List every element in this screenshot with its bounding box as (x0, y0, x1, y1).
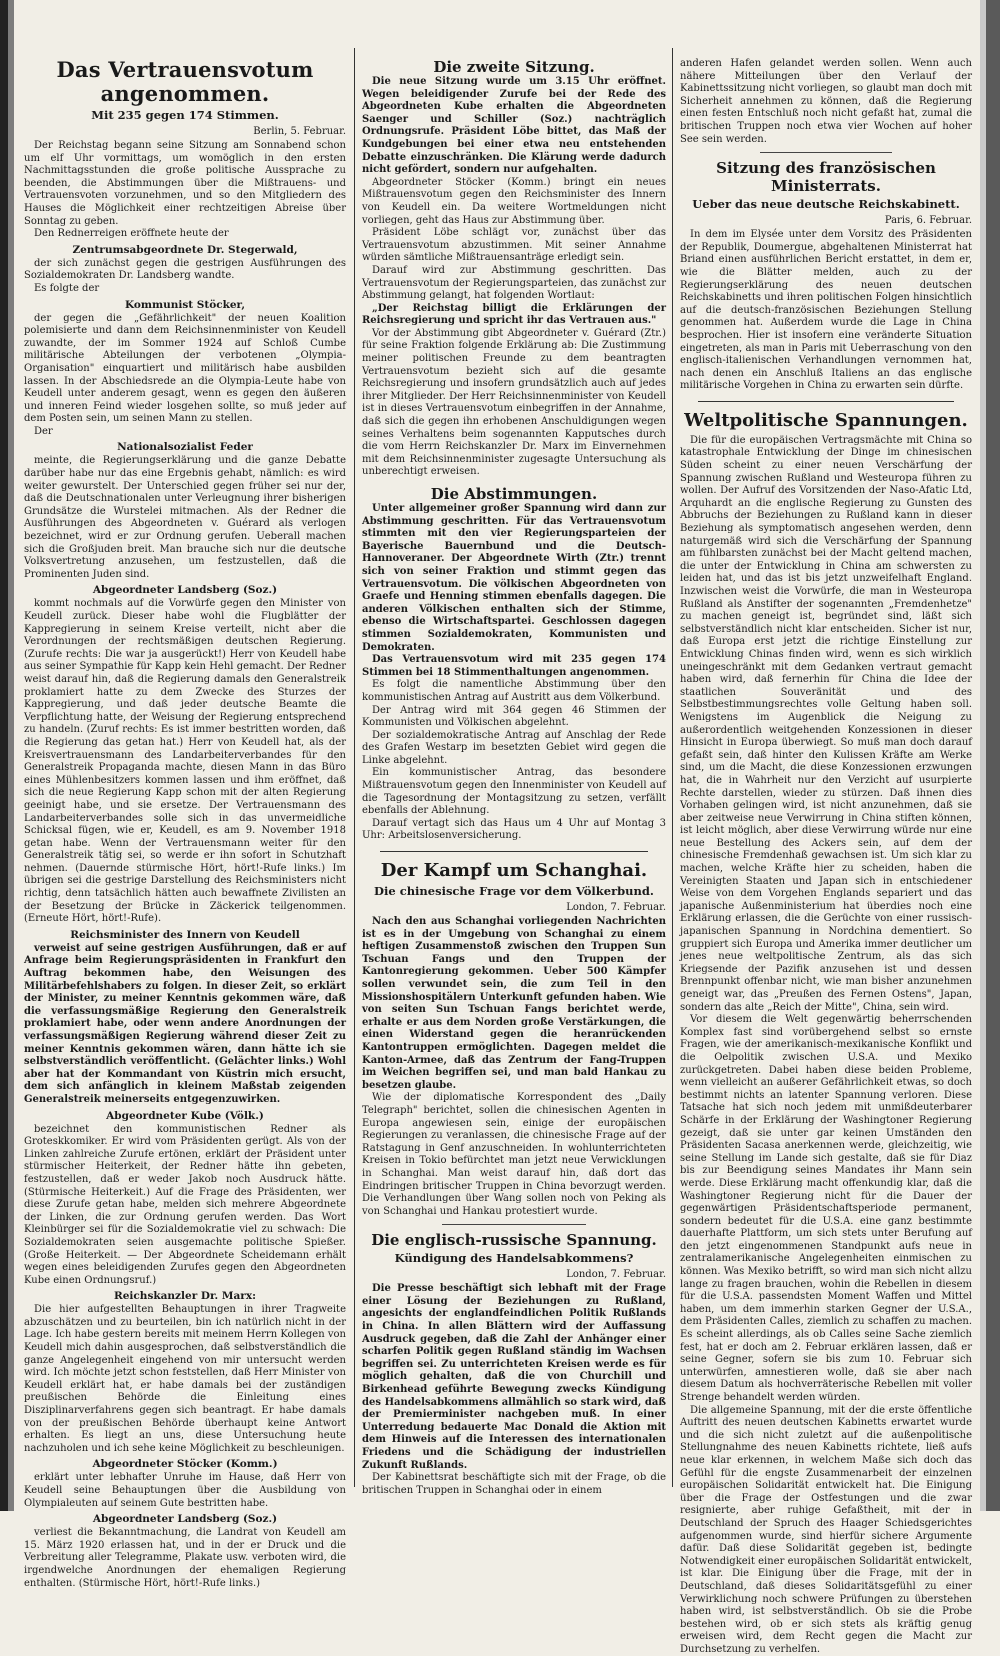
headline-vertrauensvotum: Das Vertrauensvotum angenommen. (56, 57, 314, 106)
subhead-handelsabkommen: Kündigung des Handelsabkommens? (394, 1251, 634, 1266)
dateline-london-2: London, 7. Februar. (566, 1269, 666, 1281)
subhead-voelkerbund: Die chinesische Frage vor dem Völkerbund. (374, 884, 654, 899)
paragraph: Der Antrag wird mit 364 gegen 46 Stimmen der Kommunisten und Völkischen abgelehnt. (362, 704, 666, 729)
paragraph: Die allgemeine Spannung, mit der die erste öffentliche Auftritt des neuen deutschen Kabinetts erwartet wurde und die sich nicht zuletzt auf die außenpolitische Stellungnahme des neuen Kabinetts richtete, ließ aufs neue klar erkennen, in welchem Maße sich doch das Gefühl für die engste Zusammenarbeit der einzelnen europäischen Solidarität entwickelt hat. Die Einigung über die Frage der Ostfestungen und die zwar resignierte, aber ruhige Gefaßtheit, mit der in Deutschland der Spruch des Haager Schiedsgerichtes aufgenommen wurde, sind hierfür sichere Argumente dafür. Daß diese Solidarität gegeben ist, bedingte Notwendigkeit einer europäischen Solidarität entwickelt, ist klar. Die Einigung über die Frage, mit der in Deutschland, daß dieses Solidaritätsgefühl zu einer Verwirklichung noch schwere Prüfungen zu überstehen haben wird, ist selbstverständlich. Ob sie die Probe bestehen wird, ob er sich stets als kräftig genug erweisen wird, dem Recht gegen die Macht zur Durchsetzung zu verhelfen. (680, 1404, 972, 1655)
column-rule-2 (672, 48, 673, 1487)
headline-weltpolitische-spannungen: Weltpolitische Spannungen. (684, 409, 968, 431)
speaker-kube: Abgeordneter Kube (Völk.) (106, 1109, 264, 1122)
column-3 (680, 58, 972, 1655)
dateline-berlin: Berlin, 5. Februar. (253, 126, 346, 137)
paragraph: Nach den aus Schanghai vorliegenden Nachrichten ist es in der Umgebung von Schanghai zu einem heftigen Zusammenstoß zwischen den Truppen Sun Tschuan Fangs und den Truppen der Kantonregierung gekommen. Ueber 500 Kämpfer sollen verwundet sein, die zum Teil in den Missionshospitälern Unterkunft gefunden haben. Wie von seiten Sun Tschuan Fangs berichtet werde, erhalte er aus dem Norden große Verstärkungen, die einen Widerstand gegen die heranrückenden Kantontruppen ermöglichten. Dagegen meldet die Kanton-Armee, daß das Zentrum der Fang-Truppen im Weichen begriffen sei, und man bald Hankau zu besetzen glaube. (362, 916, 666, 1091)
paragraph: Vor der Abstimmung gibt Abgeordneter v. Guérard (Ztr.) für seine Fraktion folgende Erklärung ab: Die Zustimmung meiner politischen Freunde zu dem beantragten Vertrauensvotum bezieht sich auf die gesamte Reichsregierung und insofern grundsätzlich auch auf jedes ihrer Mitglieder. Der Herr Reichsinnenminister von Keudell ist in dieses Vertrauensvotum einbegriffen in der Annahme, daß sich die gegen ihn erhobenen Anschuldigungen wegen seines Verhaltens beim sogenannten Kapputsches durch die vom Herrn Reichskanzler Dr. Marx im Einvernehmen mit dem Reichsinnenminister zugesagte Untersuchung als unberechtigt erweisen. (362, 327, 666, 478)
paragraph: Abgeordneter Stöcker (Komm.) bringt ein neues Mißtrauensvotum gegen den Reichsminister des Innern von Keudell ein. Da weitere Wortmeldungen nicht vorliegen, geht das Haus zur Abstimmung über. (362, 176, 666, 226)
paragraph: Die neue Sitzung wurde um 3.15 Uhr eröffnet. Wegen beleidigender Zurufe bei der Rede des Abgeordneten Kube erhalten die Abgeordneten Saenger und Schiller (Soz.) nachträglich Ordnungsrufe. Präsident Löbe bittet, das Maß der Kundgebungen bei einer etwa neu entstehenden Debatte einzuschränken. Die Klärung werde dadurch nicht gefördert, sondern nur aufgehalten. (362, 76, 666, 176)
paragraph: Die Presse beschäftigt sich lebhaft mit der Frage einer Lösung der Beziehungen zu Rußland, angesichts der englandfeindlichen Politik Rußlands in China. In allen Blättern wird der Auffassung Ausdruck gegeben, daß die Zahl der Anhänger einer scharfen Politik gegen Rußland ständig im Wachsen begriffen sei. Zu unterrichteten Kreisen werde es für möglich gehalten, daß die von Churchill und Birkenhead geführte Bewegung zwecks Kündigung des Handelsabkommens allmählich so stark wird, daß der Premierminister nachgeben muß. In einer Unterredung bedauerte Mac Donald die Aktion mit dem Hinweis auf die Interessen des internationalen Friedens und die Schädigung der industriellen Zukunft Rußlands. (362, 1283, 666, 1471)
article-intro: Der Reichstag begann seine Sitzung am Sonnabend schon um elf Uhr vormittags, um womöglich in den ersten Nachmittagsstunden die große politische Aussprache zu beenden, die Abstimmungen über die Mißtrauens- und Vertrauensvoten vorzunehmen, und so den Mitgliedern des Hauses die Möglichkeit einer rechtzeitigen Abreise über Sonntag zu geben. (24, 140, 346, 227)
headline-schanghai: Der Kampf um Schanghai. (380, 860, 648, 882)
speech-landsberg: kommt nochmals auf die Vorwürfe gegen den Minister von Keudell zurück. Dieser habe wohl die Flugblätter der Kappregierung in seinem Kreise verteilt, nicht aber die Verordnungen der rechtsmäßigen deutschen Regierung. (Zurufe rechts: Die war ja ausgerückt!) Herr von Keudell habe aus seiner Sympathie für Kapp kein Hehl gemacht. Der Redner weist darauf hin, daß die Regierung damals den Generalstreik proklamiert hatte zu dem Zwecke des Sturzes der Kappregierung, und daß jeder deutsche Beamte die Verpflichtung hatte, der Weisung der Regierung entsprechend zu handeln. (Zuruf rechts: Es ist immer bestritten worden, daß die Regierung das getan hat.) Herr von Keudell hat, als der Kreisvertrauensmann des Landarbeiterverbandes für den Generalstreik Propaganda machte, diesen Mann in das Büro eines Mühlenbesitzers kommen lassen und ihm eröffnet, daß sich die neue Regierung Kapp schon mit der alten Regierung geeinigt habe, und sie ersetze. Der Vertrauensmann des Landarbeiterverbandes solle sich in das unvermeidliche Schicksal fügen, wie er, Keudell, es am 9. November 1918 getan habe. Wenn der Vertrauensmann weiter für den Generalstreik tätig sei, so werde er ihn sofort in Schutzhaft nehmen. (Dauernde stürmische Hört, hört!-Rufe links.) Im übrigen sei die gestrige Darstellung des Reichsministers nicht richtig, denn tatsächlich hätten auch bewaffnete Zivilisten an der Besetzung der Brücke in Zäckerick teilgenommen. (Erneute Hört, hört!-Rufe). (24, 598, 346, 925)
transition-text: Es folgte der (34, 282, 100, 294)
paragraph: Der sozialdemokratische Antrag auf Anschlag der Rede des Grafen Westarp im besetzten Gebiet wird gegen die Linke abgelehnt. (362, 729, 666, 766)
paragraph: Darauf wird zur Abstimmung geschritten. Das Vertrauensvotum der Regierungsparteien, das zunächst zur Abstimmung gelangt, hat folgenden Wortlaut: (362, 264, 666, 302)
headline-ministerrat: Sitzung des französischen Ministerrats. (716, 159, 936, 196)
paragraph: Unter allgemeiner großer Spannung wird dann zur Abstimmung geschritten. Für das Vertrauensvotum stimmten mit den vier Regierungsparteien der Bayerische Bauernbund und die Deutsch-Hannoveraner. Der Abgeordnete Wirth (Ztr.) trennt sich von seiner Fraktion und stimmt gegen das Vertrauensvotum. Die völkischen Abgeordneten von Graefe und Henning stimmen ebenfalls dagegen. Die anderen Völkischen enthalten sich der Stimme, ebenso die Wirtschaftspartei. Geschlossen dagegen stimmen Sozialdemokraten, Kommunisten und Demokraten. (362, 503, 666, 653)
speech-stegerwald: der sich zunächst gegen die gestrigen Ausführungen des Sozialdemokraten Dr. Landsberg wandte. (24, 257, 346, 282)
speech-landsberg-2: verliest die Bekanntmachung, die Landrat von Keudell am 15. März 1920 erlassen hat, und in der er Druck und die Verbreitung aller Telegramme, Plakate usw. verboten wird, die irgendwelche Anordnungen der ehemaligen Regierung enthalten. (Stürmische Hört, hört!-Rufe links.) (24, 1527, 346, 1589)
speech-feder: meinte, die Regierungserklärung und die ganze Debatte darüber habe nur das eine Ergebnis gehabt, nämlich: es wird weiter gewurstelt. Der Unterschied gegen früher sei nur der, daß die Deutschnationalen unter Verleugnung ihrer bisherigen Grundsätze die Wurstelei mitmachen. Als der Redner die Ausführungen des Abgeordneten v. Guérard als verlogen bezeichnet, wird er zur Ordnung gerufen. Ueberall machen sich die Großjuden breit. Man brauche sich nur die deutsche Volksvertretung anzusehen, um festzustellen, daß die Prominenten Juden sind. (24, 455, 346, 580)
speaker-stegerwald: Zentrumsabgeordnete Dr. Stegerwald, (72, 243, 298, 256)
speech-keudell: verweist auf seine gestrigen Ausführungen, daß er auf Anfrage beim Regierungspräsidenten in Frankfurt den Auftrag bekommen habe, den Weisungen des Militärbefehlshabers zu folgen. In dieser Zeit, so erklärt der Minister, zu meiner Kenntnis gekommen wäre, daß die verfassungsmäßige Regierung den Generalstreik proklamiert habe, oder wenn andere Anordnungen der verfassungsmäßigen Regierung während dieser Zeit zu meiner Kenntnis gekommen wären, dann hätte ich sie selbstverständlich veröffentlicht. (Gelächter links.) Wohl aber hat der Kommandant von Küstrin mich ersucht, dem sich anfänglich in kleinem Maßstab zeigenden Generalstreik meinerseits entgegenzuwirken. (24, 942, 346, 1105)
transition-text: Der (34, 425, 53, 437)
speaker-landsberg-2: Abgeordneter Landsberg (Soz.) (92, 1513, 278, 1526)
speech-stoecker-2: erklärt unter lebhafter Unruhe im Hause, daß Herr von Keudell seine Behauptungen über die Ausbildung von Olympialeuten auf seinem Gute bestritten habe. (24, 1472, 346, 1509)
headline-englisch-russisch: Die englisch-russische Spannung. (371, 1231, 657, 1250)
dateline-paris: Paris, 6. Februar. (884, 215, 972, 227)
paragraph: Das Vertrauensvotum wird mit 235 gegen 174 Stimmen bei 18 Stimmenthaltungen angenommen. (362, 654, 666, 678)
scan-edge-left (0, 0, 8, 1511)
column-2 (362, 58, 666, 1496)
speech-marx: Die hier aufgestellten Behauptungen in ihrer Tragweite abzuschätzen und zu beurteilen, bin ich natürlich nicht in der Lage. Ich habe gestern bereits mit meinem Herrn Kollegen von Keudell mich dahin ausgesprochen, daß selbstverständlich die ganze Angelegenheit eingehend von mir untersucht werden wird. Ich möchte jetzt schon feststellen, daß Herr Minister von Keudell erklärt hat, er habe damals bei der zuständigen preußischen Behörde die Einleitung eines Disziplinarverfahrens gegen sich beantragt. Er habe damals von der preußischen Behörde überhaupt keine Antwort erhalten. Es liegt an uns, diese Untersuchung heute nachzuholen und ich sehe keine Möglichkeit zu beschleunigen. (24, 1304, 346, 1454)
quote-vertrauensvotum: „Der Reichstag billigt die Erklärungen der Reichsregierung und spricht ihr das Vertrauen aus." (362, 302, 666, 327)
paragraph: Präsident Löbe schlägt vor, zunächst über das Vertrauensvotum abzustimmen. Mit seiner Annahme würden sämtliche Mißtrauensanträge erledigt sein. (362, 227, 666, 264)
speaker-marx: Reichskanzler Dr. Marx: (114, 1290, 256, 1303)
subhead-reichskabinett: Ueber das neue deutsche Reichskabinett. (692, 197, 960, 212)
speaker-stoecker-2: Abgeordneter Stöcker (Komm.) (92, 1458, 278, 1471)
headline-zweite-sitzung: Die zweite Sitzung. (433, 58, 595, 76)
paragraph: Vor diesem die Welt gegenwärtig beherrschenden Komplex fast sind vorübergehend selbst so ernste Fragen, wie der amerikanisch-mexikanische Konflikt und die Oelpolitik zwischen U.S.A. und Mexiko zurückgetreten. Dabei haben diese beiden Probleme, wenn vielleicht an außerer Gefährlichkeit etwas, so doch bestimmt nichts an latenter Spannung verloren. Diese Tatsache hat sich noch jedem mit unmißdeuterbarer Schärfe in der Erklärung der Washingtoner Regierung gezeigt, daß sie unter gar keinen Umständen den Präsidenten Sacasa anerkennen werde, gleichzeitig, wie seine Stellung im Lande sich gestalte, daß sie für Diaz bis zur Beendigung seines Mandates ihr Mann sein werde. Diese Erklärung macht offenkundig klar, daß die Washingtoner Regierung nicht für die Dauer der gegenwärtigen Präsidentschaftsperiode permanent, sondern bedeutet für die U.S.A. eine ganz bestimmte dauerhafte Plattform, um sich stets unter Berufung auf den jetzt eingenommenen Standpunkt aufs neue in zentralamerikanische Angelegenheiten einmischen zu können. Was Mexiko betrifft, so wird man sich nicht allzu lange zu fragen brauchen, wohin die Rebellen in diesem für die U.S.A. passendsten Moment Waffen und Mittel haben, um dem immerhin starken Gegner der U.S.A., dem Präsidenten Calles, ziemlich zu schaffen zu machen. Es scheint allerdings, als ob Calles seine Sache ziemlich fest, hat er doch am 2. Februar erklären lassen, daß er seine Gegner, sofern sie bis zum 10. Februar sich unterwürfen, amnestieren wolle, daß sie aber nach diesem Datum als hochverräterische Rebellen mit voller Strenge behandelt werden würden. (680, 1014, 972, 1403)
speaker-feder: Nationalsozialist Feder (117, 441, 253, 454)
separator (442, 1224, 586, 1225)
paragraph: Die für die europäischen Vertragsmächte mit China so katastrophale Entwicklung der Dinge im chinesischen Süden scheint zu einer neuen Verschärfung der Spannung zwischen Rußland und Westeuropa führen zu wollen. Der Aufruf des Vorsitzenden der Naso-Afatic Ltd, Arquhardt an die englische Regierung zu Gunsten des Abbruchs der Beziehungen zu Rußland kann in dieser Beziehung als symptomatisch angesehen werden, denn naturgemäß wird sich die Verschärfung der Spannung am fühlbarsten zunächst bei der Macht geltend machen, die unter der Entwicklung in China am schwersten zu leiden hat, und das ist bis jetzt unzweifelhaft England. Inzwischen weist die Vorwürfe, die man in Westeuropa Rußland als Anstifter der sogenannten „Fremdenhetze" zu machen geneigt ist, begründet sind, läßt sich selbstverständlich nicht klar entscheiden. Sicher ist nur, daß Europa erst jetzt die richtige Einstellung zur Entwicklung Chinas finden wird, wenn es sich wirklich uneingeschränkt mit dem Gedanken vertraut gemacht haben wird, daß fernerhin für China die Idee der staatlichen Souveränität und des Selbstbestimmungsrechtes volle Geltung haben soll. Wenigstens im Augenblick die Neigung zu außerordentlich weitgehenden Konzessionen in dieser Hinsicht in Europa überwiegt. So muß man doch darauf gefaßt sein, daß hinter den Kulissen Kräfte am Werke sind, um die Macht, die diese Konzessionen erzwungen hat, die in Wahrheit nur den Verzicht auf usurpierte Rechte darstellen, wieder zu stürzen. Daß ihnen dies Vorhaben gelingen wird, ist nicht anzunehmen, daß sie aber zeitweise neue Verwirrung in China stiften können, ist leicht möglich, aber diese Verwirrung würde nur eine neue Bestellung des Ackers sein, auf dem der chinesische Fremdenhaß gewachsen ist. Um sich klar zu machen, welche Kräfte hier zu scheiden, haben die Vereinigten Staaten und Japan sich in entschiedener Weise von dem Vorgehen Englands separiert und das japanische Außenministerium hat überdies noch eine Erklärung erlassen, die die Gerüchte von einer russisch-japanischen Spannung in Nordchina dementiert. So gruppiert sich Europa und Amerika immer deutlicher um jenes neue weltpolitische Zentrum, als das sich Kriegsende der Pazifik anzusehen ist und dessen Brennpunkt offenbar nicht, wie man bisher anzunehmen geneigt war, das „Preußen des Fernen Ostens", Japan, sondern das alte „Reich der Mitte", China, sein wird. (680, 434, 972, 1013)
separator (760, 152, 892, 153)
speaker-landsberg: Abgeordneter Landsberg (Soz.) (92, 584, 278, 597)
paragraph: anderen Hafen gelandet werden sollen. Wenn auch nähere Mitteilungen über den Verlauf der Kabinettssitzung nicht vorliegen, so glaubt man doch mit Sicherheit annehmen zu können, daß die Regierung einen festen Entschluß noch nicht gefaßt hat, zumal die britischen Truppen noch etwa vier Wochen auf hoher See sein werden. (680, 58, 972, 145)
speaker-keudell: Reichsminister des Innern von Keudell (70, 928, 300, 941)
subhead-stimmen: Mit 235 gegen 174 Stimmen. (91, 108, 279, 122)
paragraph: In dem im Elysée unter dem Vorsitz des Präsidenten der Republik, Doumergue, abgehaltenen Ministerrat hat Briand einen ausführlichen Bericht erstattet, in dem er, wie die Blätter melden, auch zu der Regierungserklärung des neuen deutschen Reichskabinetts und ihren politischen Folgen hinsichtlich auf die deutsch-französischen Beziehungen Stellung genommen hat. Außerdem wurde die Lage in China besprochen. Hier ist insofern eine veränderte Situation eingetreten, als man in Paris mit Ueberraschung von den englisch-italienischen Verhandlungen vernommen hat, nach denen ein Anschluß Italiens an das englische militärische Vorgehen in China zu erwarten sein dürfte. (680, 229, 972, 392)
speech-kube: bezeichnet den kommunistischen Redner als Groteskkomiker. Er wird vom Präsidenten gerügt. Als von der Linken zahlreiche Zurufe ertönen, erklärt der Präsident unter stürmischer Heiterkeit, der Redner hätte ihn gebeten, festzustellen, daß er weder Jakob noch Ausdruck hätte. (Stürmische Heiterkeit.) Auf die Frage des Präsidenten, wer diese Zurufe getan habe, melden sich mehrere Abgeordnete der Linken, die zur Ordnung gerufen werden. Das Wort Kleinbürger sei für die Sozialdemokratie viel zu schwach: Die Sozialdemokraten seien ausgemachte politische Spießer. (Große Heiterkeit. — Der Abgeordnete Scheidemann erhält wegen eines beleidigenden Zurufes gegen den Abgeordneten Kube einen Ordnungsruf.) (24, 1123, 346, 1286)
headline-abstimmungen: Die Abstimmungen. (430, 485, 598, 503)
paragraph: Ein kommunistischer Antrag, das besondere Mißtrauensvotum gegen den Innenminister von Keudell auf die Tagesordnung der Montagsitzung zu setzen, verfällt ebenfalls der Ablehnung. (362, 767, 666, 817)
paragraph: Darauf vertagt sich das Haus um 4 Uhr auf Montag 3 Uhr: Arbeitslosenversicherung. (362, 817, 666, 842)
speaker-stoecker: Kommunist Stöcker, (124, 298, 245, 311)
dateline-london: London, 7. Februar. (566, 902, 666, 914)
paragraph: Es folgt die namentliche Abstimmung über den kommunistischen Antrag auf Austritt aus dem Völkerbund. (362, 679, 666, 703)
separator (380, 851, 648, 852)
paragraph: Der Kabinettsrat beschäftigte sich mit der Frage, ob die britischen Truppen in Schanghai oder in einem (362, 1472, 666, 1496)
column-rule-1 (354, 48, 355, 1487)
scan-edge-right (986, 0, 1000, 1511)
scan-shadow-left (8, 0, 14, 1511)
paragraph: Wie der diplomatische Korrespondent des „Daily Telegraph" berichtet, sollen die chinesischen Agenten in Europa angewiesen sein, einige der europäischen Regierungen zu veranlassen, die chinesische Frage auf der Ratstagung in Genf anzuschneiden. In wohlunterrichteten Kreisen in Tokio befürchtet man jetzt neue Verwicklungen in Schanghai. Man weist darauf hin, daß dort das Eindringen britischer Truppen in China bevorzugt werden. Die Verhandlungen über Wang sollen noch von Peking als von Schanghai und Hankau protestiert wurde. (362, 1092, 666, 1217)
column-1 (24, 57, 346, 1589)
speech-stoecker: der gegen die „Gefährlichkeit" der neuen Koalition polemisierte und dann dem Reichsinnenminister von Keudell zuwandte, der im Sommer 1924 auf Schloß Cumbe militärische Abteilungen der verbotenen „Olympia-Organisation" einquartiert und militärisch habe ausbilden lassen. In der Abschiedsrede an die Olympia-Leute habe von Keudell unter anderem gesagt, wenn es gegen den äußeren und inneren Feind wieder losgehen sollte, so muß jeder auf dem Posten sein, um seinen Mann zu stellen. (24, 312, 346, 425)
article-opening: Den Rednerreigen eröffnete heute der (34, 228, 229, 240)
separator (698, 401, 954, 402)
